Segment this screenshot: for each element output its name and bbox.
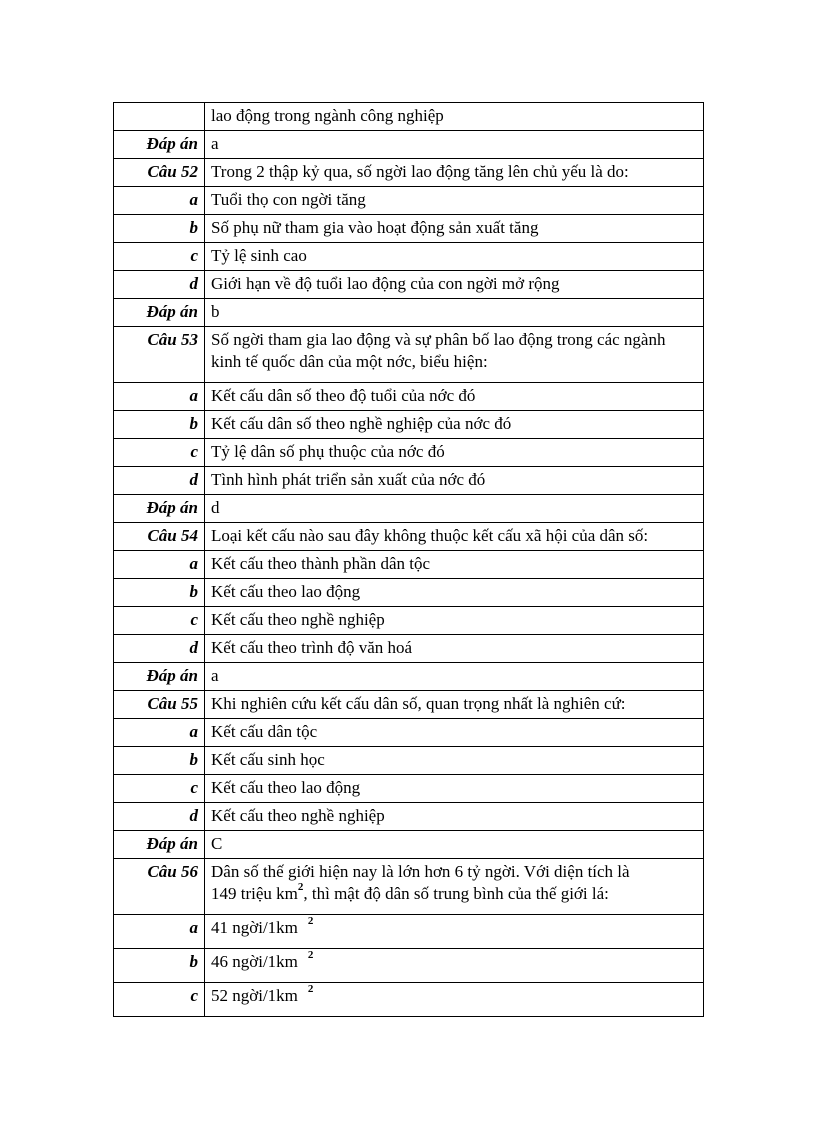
option-letter: a [114,915,205,949]
table-row [114,949,704,983]
table-row [114,831,704,859]
option-letter: a [114,719,205,747]
question-number: Câu 56 [114,859,205,915]
table-row [114,243,704,271]
superscript-2: 2 [307,949,314,961]
option-text: Kết cấu sinh học [205,747,704,775]
option-text: Kết cấu theo trình độ văn hoá [205,635,704,663]
table-row [114,983,704,1017]
question-text: Trong 2 thập kỷ qua, số ngời lao động tăng lên chủ yếu là do: [205,159,704,187]
table-row [114,299,704,327]
superscript-2: 2 [307,915,314,927]
option-letter: c [114,243,205,271]
table-row [114,775,704,803]
option-text: Tỷ lệ sinh cao [205,243,704,271]
answer-value: a [205,663,704,691]
table-row [114,411,704,439]
option-letter: a [114,383,205,411]
option-letter: c [114,775,205,803]
option-letter: d [114,271,205,299]
option-text: Số phụ nữ tham gia vào hoạt động sản xuất tăng [205,215,704,243]
table-row [114,523,704,551]
option-text: Tuổi thọ con ngời tăng [205,187,704,215]
row-text: lao động trong ngành công nghiệp [205,103,704,131]
answer-label: Đáp án [114,663,205,691]
option-value: 41 ngời/1km [211,918,298,937]
superscript-2: 2 [307,983,314,995]
option-text: Kết cấu theo nghề nghiệp [205,803,704,831]
quiz-page [113,102,704,1017]
table-row [114,159,704,187]
table-row [114,327,704,383]
question-line-1: Dân số thế giới hiện nay là lớn hơn 6 tỷ ngời. Với diện tích là [211,862,630,881]
table-row [114,635,704,663]
option-letter: b [114,215,205,243]
question-number: Câu 53 [114,327,205,383]
option-text: Kết cấu dân tộc [205,719,704,747]
option-text: Tỷ lệ dân số phụ thuộc của nớc đó [205,439,704,467]
option-text: Giới hạn về độ tuổi lao động của con ngời mở rộng [205,271,704,299]
table-row [114,691,704,719]
option-letter: b [114,579,205,607]
table-row [114,551,704,579]
option-letter: d [114,803,205,831]
question-line-2-end: , thì mật độ dân số trung bình của thế giới lá: [303,884,609,903]
option-letter: a [114,187,205,215]
row-label [114,103,205,131]
option-letter: c [114,983,205,1017]
question-line-2-start: 149 triệu km [211,884,298,903]
question-number: Câu 55 [114,691,205,719]
table-row [114,271,704,299]
table-row [114,439,704,467]
answer-value: C [205,831,704,859]
option-text: Kết cấu theo lao động [205,775,704,803]
option-text: Kết cấu theo nghề nghiệp [205,607,704,635]
option-text [205,949,704,983]
table-row [114,915,704,949]
option-letter: b [114,411,205,439]
option-value: 46 ngời/1km [211,952,298,971]
table-row [114,103,704,131]
option-text: Kết cấu dân số theo độ tuổi của nớc đó [205,383,704,411]
answer-value: a [205,131,704,159]
option-letter: c [114,607,205,635]
table-row [114,579,704,607]
option-text [205,915,704,949]
question-number: Câu 52 [114,159,205,187]
table-row [114,187,704,215]
table-row [114,859,704,915]
option-text: Kết cấu dân số theo nghề nghiệp của nớc đó [205,411,704,439]
answer-label: Đáp án [114,299,205,327]
option-letter: d [114,635,205,663]
question-text: Khi nghiên cứu kết cấu dân số, quan trọng nhất là nghiên cứ: [205,691,704,719]
question-number: Câu 54 [114,523,205,551]
table-row [114,383,704,411]
option-letter: b [114,949,205,983]
option-letter: d [114,467,205,495]
option-text: Kết cấu theo thành phần dân tộc [205,551,704,579]
option-value: 52 ngời/1km [211,986,298,1005]
table-row [114,215,704,243]
table-row [114,747,704,775]
table-row [114,663,704,691]
table-row [114,607,704,635]
table-row [114,495,704,523]
table-row [114,803,704,831]
answer-value: b [205,299,704,327]
question-text: Loại kết cấu nào sau đây không thuộc kết cấu xã hội của dân số: [205,523,704,551]
option-text: Kết cấu theo lao động [205,579,704,607]
superscript-2: 2 [297,881,304,893]
answer-label: Đáp án [114,831,205,859]
option-text: Tình hình phát triển sản xuất của nớc đó [205,467,704,495]
question-text [205,859,704,915]
table-row [114,467,704,495]
option-letter: a [114,551,205,579]
table-row [114,131,704,159]
question-text: Số ngời tham gia lao động và sự phân bố lao động trong các ngành kinh tế quốc dân của một nớc, biểu hiện: [205,327,704,383]
answer-label: Đáp án [114,131,205,159]
quiz-table [113,102,704,1017]
option-letter: c [114,439,205,467]
answer-value: d [205,495,704,523]
option-letter: b [114,747,205,775]
answer-label: Đáp án [114,495,205,523]
option-text [205,983,704,1017]
table-row [114,719,704,747]
